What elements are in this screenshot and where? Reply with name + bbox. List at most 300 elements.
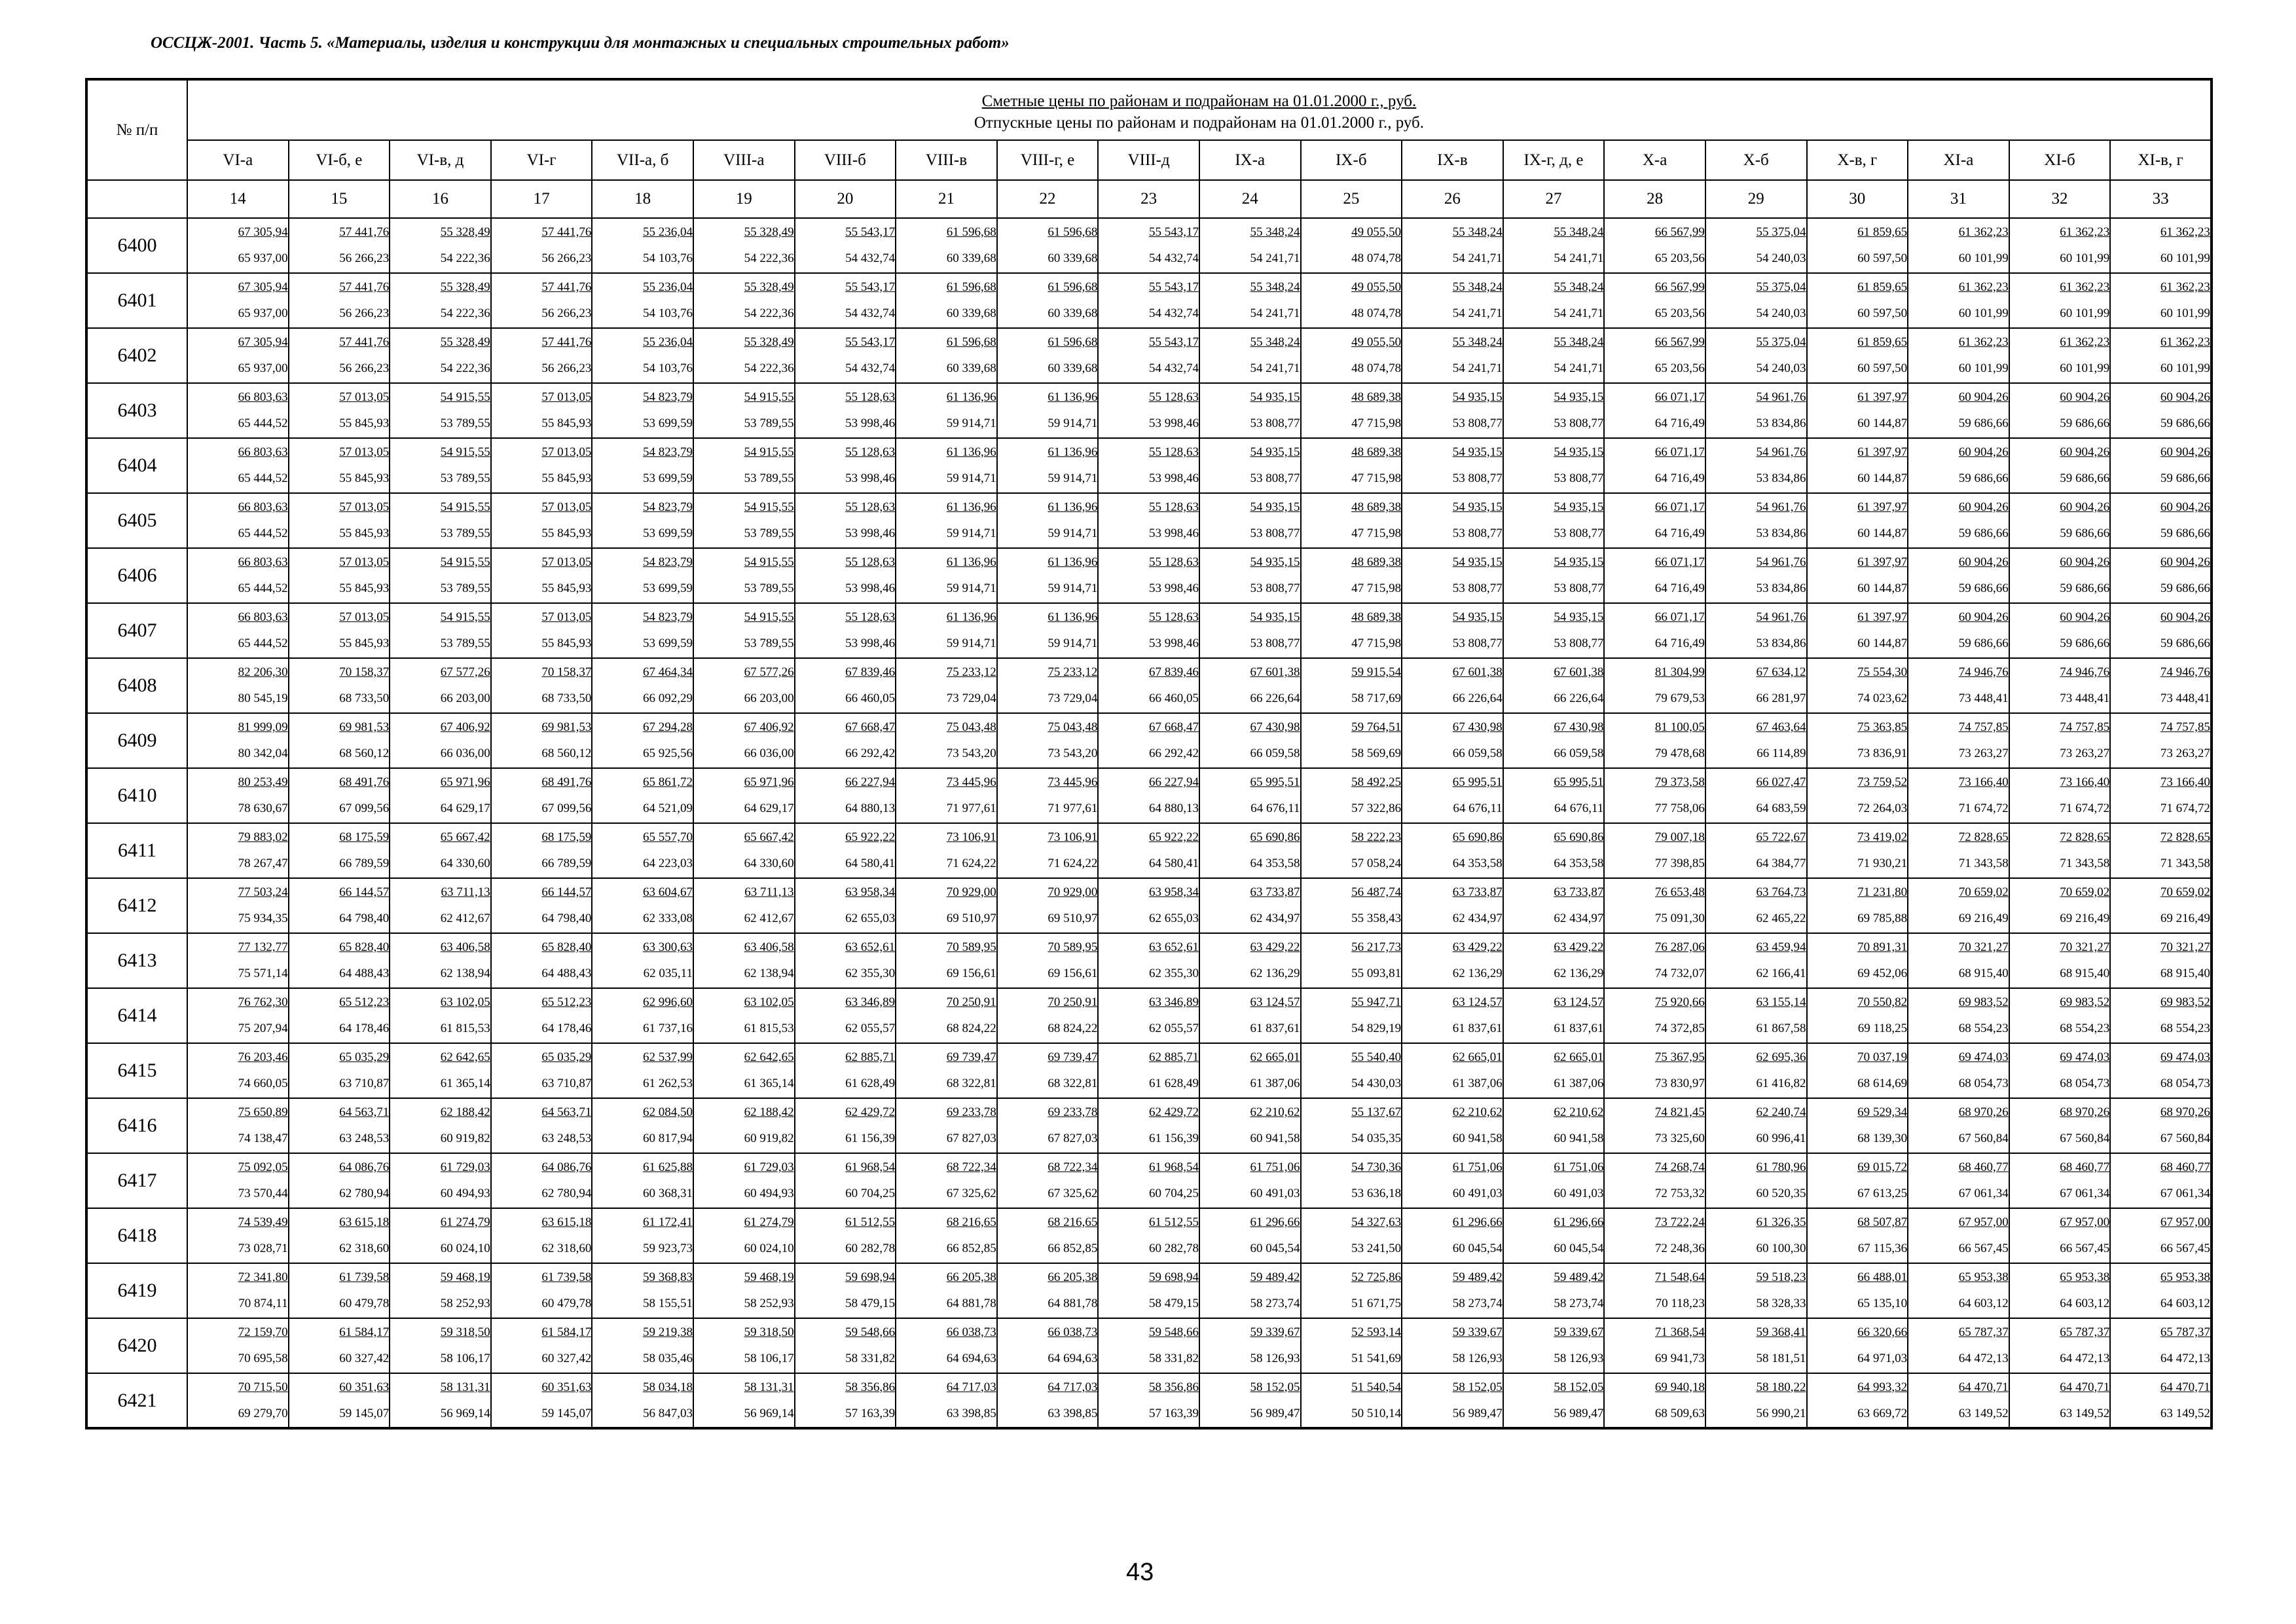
estimated-price: 63 346,89 bbox=[845, 995, 896, 1009]
estimated-price: 61 362,23 bbox=[1958, 225, 2009, 239]
price-cell bbox=[2009, 328, 2111, 383]
release-price: 54 222,36 bbox=[744, 306, 794, 320]
row-number: 6401 bbox=[86, 273, 187, 328]
price-cell bbox=[1705, 1098, 1807, 1153]
estimated-price: 65 861,72 bbox=[642, 775, 693, 789]
price-cell bbox=[2009, 1318, 2111, 1373]
estimated-price: 65 690,86 bbox=[1250, 830, 1300, 844]
estimated-price: 77 503,24 bbox=[238, 885, 288, 899]
estimated-price: 60 904,26 bbox=[1958, 390, 2009, 404]
release-price: 53 699,59 bbox=[642, 581, 693, 595]
estimated-price: 64 470,71 bbox=[1958, 1380, 2009, 1394]
estimated-price: 59 698,94 bbox=[1148, 1270, 1199, 1284]
estimated-price: 63 733,87 bbox=[1250, 885, 1300, 899]
release-price: 47 715,98 bbox=[1351, 471, 1402, 485]
release-price: 58 126,93 bbox=[1250, 1352, 1300, 1365]
price-cell bbox=[390, 933, 491, 988]
price-cell bbox=[1301, 603, 1402, 658]
estimated-price: 61 136,96 bbox=[946, 610, 996, 624]
release-price: 64 353,58 bbox=[1452, 857, 1503, 870]
estimated-price: 55 128,63 bbox=[845, 610, 896, 624]
release-price: 68 614,69 bbox=[1857, 1077, 1908, 1090]
price-cell bbox=[1199, 438, 1301, 493]
price-cell bbox=[1098, 713, 1199, 768]
estimated-price: 59 548,66 bbox=[845, 1325, 896, 1339]
column-number: 16 bbox=[390, 180, 491, 218]
price-cell bbox=[592, 1153, 693, 1208]
release-price: 53 808,77 bbox=[1452, 471, 1503, 485]
price-cell bbox=[491, 328, 592, 383]
price-cell bbox=[592, 1373, 693, 1428]
estimated-price: 57 441,76 bbox=[541, 335, 592, 349]
price-cell bbox=[592, 438, 693, 493]
estimated-price: 61 739,58 bbox=[339, 1270, 390, 1284]
estimated-price: 57 013,05 bbox=[541, 610, 592, 624]
release-price: 54 222,36 bbox=[440, 251, 490, 265]
release-price: 54 241,71 bbox=[1452, 361, 1503, 375]
price-cell bbox=[997, 988, 1099, 1043]
price-cell bbox=[491, 1208, 592, 1263]
price-cell bbox=[795, 218, 896, 273]
release-price: 62 136,29 bbox=[1554, 967, 1604, 980]
price-cell bbox=[1604, 328, 1705, 383]
release-price: 68 139,30 bbox=[1857, 1132, 1908, 1145]
release-price: 58 155,51 bbox=[642, 1297, 693, 1310]
price-cell bbox=[1503, 988, 1605, 1043]
estimated-price: 61 362,23 bbox=[1958, 335, 2009, 349]
price-cell bbox=[1705, 878, 1807, 933]
estimated-price: 61 136,96 bbox=[946, 555, 996, 569]
release-price: 60 144,87 bbox=[1857, 581, 1908, 595]
release-price: 47 715,98 bbox=[1351, 637, 1402, 650]
release-price: 71 624,22 bbox=[946, 857, 996, 870]
price-cell bbox=[592, 548, 693, 603]
column-number: 27 bbox=[1503, 180, 1605, 218]
district-header: VIII-д bbox=[1098, 140, 1199, 180]
price-cell bbox=[1402, 768, 1503, 823]
release-price: 61 867,58 bbox=[1756, 1022, 1806, 1035]
estimated-price: 55 236,04 bbox=[642, 225, 693, 239]
estimated-price: 73 106,91 bbox=[946, 830, 996, 844]
estimated-price: 58 131,31 bbox=[440, 1380, 490, 1394]
price-cell bbox=[1604, 988, 1705, 1043]
price-cell bbox=[896, 493, 997, 548]
price-cell bbox=[1199, 713, 1301, 768]
column-number-row bbox=[86, 180, 2212, 218]
estimated-price: 51 540,54 bbox=[1351, 1380, 1402, 1394]
price-cell bbox=[1503, 768, 1605, 823]
price-cell bbox=[1098, 218, 1199, 273]
price-cell bbox=[187, 658, 289, 713]
estimated-price: 55 348,24 bbox=[1554, 335, 1604, 349]
release-price: 61 156,39 bbox=[1148, 1132, 1199, 1145]
estimated-price: 55 348,24 bbox=[1250, 335, 1300, 349]
estimated-price: 75 920,66 bbox=[1654, 995, 1705, 1009]
price-cell bbox=[390, 603, 491, 658]
release-price: 65 925,56 bbox=[642, 747, 693, 760]
price-cell bbox=[1503, 603, 1605, 658]
release-price: 53 998,46 bbox=[1148, 416, 1199, 430]
estimated-price: 62 665,01 bbox=[1250, 1050, 1300, 1064]
price-cell bbox=[997, 933, 1099, 988]
price-cell bbox=[187, 768, 289, 823]
price-cell bbox=[1604, 1373, 1705, 1428]
estimated-price: 77 132,77 bbox=[238, 940, 288, 954]
estimated-price: 61 596,68 bbox=[946, 225, 996, 239]
release-price: 66 789,59 bbox=[541, 857, 592, 870]
district-header: X-б bbox=[1705, 140, 1807, 180]
release-price: 68 054,73 bbox=[2160, 1077, 2210, 1090]
release-price: 62 055,57 bbox=[1148, 1022, 1199, 1035]
estimated-price: 68 175,59 bbox=[541, 830, 592, 844]
release-price: 53 789,55 bbox=[440, 526, 490, 540]
price-cell bbox=[1604, 933, 1705, 988]
price-cell bbox=[1301, 713, 1402, 768]
release-price: 54 241,71 bbox=[1554, 251, 1604, 265]
price-cell bbox=[1503, 1043, 1605, 1098]
price-cell bbox=[2009, 603, 2111, 658]
release-price: 54 222,36 bbox=[744, 361, 794, 375]
estimated-price: 64 717,03 bbox=[946, 1380, 996, 1394]
estimated-price: 65 922,22 bbox=[1148, 830, 1199, 844]
release-price: 62 412,67 bbox=[440, 912, 490, 925]
estimated-price: 66 227,94 bbox=[845, 775, 896, 789]
price-cell bbox=[1503, 548, 1605, 603]
release-price: 59 914,71 bbox=[946, 416, 996, 430]
estimated-price: 57 013,05 bbox=[339, 445, 390, 459]
estimated-price: 63 652,61 bbox=[1148, 940, 1199, 954]
release-price: 56 989,47 bbox=[1554, 1406, 1604, 1420]
release-price: 68 554,23 bbox=[2060, 1022, 2110, 1035]
estimated-price: 61 136,96 bbox=[946, 500, 996, 514]
estimated-price: 62 665,01 bbox=[1452, 1050, 1503, 1064]
release-price: 47 715,98 bbox=[1351, 416, 1402, 430]
price-cell bbox=[1807, 218, 1908, 273]
district-header: IX-б bbox=[1301, 140, 1402, 180]
estimated-price: 61 326,35 bbox=[1756, 1215, 1806, 1229]
estimated-price: 70 321,27 bbox=[2160, 940, 2210, 954]
estimated-price: 61 296,66 bbox=[1250, 1215, 1300, 1229]
estimated-price: 64 086,76 bbox=[339, 1160, 390, 1174]
estimated-price: 69 981,53 bbox=[339, 720, 390, 734]
column-number: 30 bbox=[1807, 180, 1908, 218]
price-cell bbox=[187, 603, 289, 658]
price-cell bbox=[2110, 1373, 2212, 1428]
price-cell bbox=[896, 988, 997, 1043]
price-cell bbox=[1908, 328, 2009, 383]
price-cell bbox=[1402, 438, 1503, 493]
estimated-price: 61 512,55 bbox=[845, 1215, 896, 1229]
release-price: 80 545,19 bbox=[238, 692, 288, 705]
price-cell bbox=[1807, 1153, 1908, 1208]
price-cell bbox=[1098, 548, 1199, 603]
estimated-price: 61 136,96 bbox=[1048, 445, 1098, 459]
price-cell bbox=[187, 548, 289, 603]
price-cell bbox=[289, 548, 390, 603]
estimated-price: 61 751,06 bbox=[1554, 1160, 1604, 1174]
price-cell bbox=[693, 1208, 795, 1263]
estimated-price: 65 690,86 bbox=[1554, 830, 1604, 844]
release-price: 68 509,63 bbox=[1654, 1406, 1705, 1420]
row-number: 6410 bbox=[86, 768, 187, 823]
price-cell bbox=[896, 273, 997, 328]
price-cell bbox=[1199, 878, 1301, 933]
release-price: 70 874,11 bbox=[238, 1297, 288, 1310]
estimated-price: 59 368,41 bbox=[1756, 1325, 1806, 1339]
estimated-price: 54 935,15 bbox=[1452, 445, 1503, 459]
release-price: 64 488,43 bbox=[541, 967, 592, 980]
release-price: 64 683,59 bbox=[1756, 802, 1806, 815]
price-cell bbox=[1503, 1153, 1605, 1208]
release-price: 67 061,34 bbox=[1958, 1187, 2009, 1200]
estimated-price: 65 953,38 bbox=[2160, 1270, 2210, 1284]
estimated-price: 70 715,50 bbox=[238, 1380, 288, 1394]
estimated-price: 54 935,15 bbox=[1452, 500, 1503, 514]
estimated-price: 55 128,63 bbox=[1148, 390, 1199, 404]
estimated-price: 63 406,58 bbox=[440, 940, 490, 954]
release-price: 61 737,16 bbox=[642, 1022, 693, 1035]
estimated-price: 73 106,91 bbox=[1048, 830, 1098, 844]
release-price: 53 789,55 bbox=[440, 471, 490, 485]
column-number: 18 bbox=[592, 180, 693, 218]
estimated-price: 54 935,15 bbox=[1250, 500, 1300, 514]
estimated-price: 61 751,06 bbox=[1250, 1160, 1300, 1174]
price-cell bbox=[896, 383, 997, 438]
estimated-price: 63 300,63 bbox=[642, 940, 693, 954]
release-price: 66 059,58 bbox=[1250, 747, 1300, 760]
release-price: 62 136,29 bbox=[1250, 967, 1300, 980]
estimated-price: 61 397,97 bbox=[1857, 390, 1908, 404]
estimated-price: 68 216,65 bbox=[946, 1215, 996, 1229]
release-price: 63 248,53 bbox=[339, 1132, 390, 1145]
column-number: 15 bbox=[289, 180, 390, 218]
estimated-price: 55 348,24 bbox=[1250, 280, 1300, 294]
release-price: 60 941,58 bbox=[1250, 1132, 1300, 1145]
estimated-price: 66 803,63 bbox=[238, 610, 288, 624]
release-price: 58 273,74 bbox=[1250, 1297, 1300, 1310]
price-cell bbox=[997, 1263, 1099, 1318]
price-cell bbox=[1807, 548, 1908, 603]
estimated-price: 57 013,05 bbox=[339, 610, 390, 624]
price-cell bbox=[1705, 603, 1807, 658]
price-cell bbox=[2110, 768, 2212, 823]
estimated-price: 74 946,76 bbox=[2060, 665, 2110, 679]
price-cell bbox=[390, 823, 491, 878]
release-price: 60 144,87 bbox=[1857, 416, 1908, 430]
price-cell bbox=[1402, 493, 1503, 548]
estimated-price: 70 250,91 bbox=[946, 995, 996, 1009]
estimated-price: 66 567,99 bbox=[1654, 225, 1705, 239]
estimated-price: 68 507,87 bbox=[1857, 1215, 1908, 1229]
release-price: 53 834,86 bbox=[1756, 637, 1806, 650]
release-price: 54 432,74 bbox=[1148, 251, 1199, 265]
page-number: 43 bbox=[1126, 1559, 1154, 1586]
price-cell bbox=[1908, 658, 2009, 713]
price-cell bbox=[997, 273, 1099, 328]
estimated-price: 75 043,48 bbox=[1048, 720, 1098, 734]
price-cell bbox=[2110, 438, 2212, 493]
estimated-price: 81 999,09 bbox=[238, 720, 288, 734]
release-price: 63 669,72 bbox=[1857, 1406, 1908, 1420]
price-cell bbox=[289, 1208, 390, 1263]
release-price: 64 694,63 bbox=[946, 1352, 996, 1365]
price-cell bbox=[1908, 823, 2009, 878]
estimated-price: 66 567,99 bbox=[1654, 280, 1705, 294]
estimated-price: 54 915,55 bbox=[440, 555, 490, 569]
price-cell bbox=[491, 768, 592, 823]
estimated-price: 61 296,66 bbox=[1452, 1215, 1503, 1229]
estimated-price: 67 839,46 bbox=[1148, 665, 1199, 679]
estimated-price: 73 166,40 bbox=[2160, 775, 2210, 789]
row-number: 6417 bbox=[86, 1153, 187, 1208]
estimated-price: 69 015,72 bbox=[1857, 1160, 1908, 1174]
release-price: 62 465,22 bbox=[1756, 912, 1806, 925]
estimated-price: 67 957,00 bbox=[2160, 1215, 2210, 1229]
price-cell bbox=[997, 493, 1099, 548]
release-price: 62 138,94 bbox=[744, 967, 794, 980]
price-cell bbox=[187, 438, 289, 493]
price-cell bbox=[1705, 658, 1807, 713]
price-cell bbox=[1705, 1373, 1807, 1428]
price-cell bbox=[795, 933, 896, 988]
release-price: 60 491,03 bbox=[1452, 1187, 1503, 1200]
release-price: 47 715,98 bbox=[1351, 526, 1402, 540]
estimated-price: 54 915,55 bbox=[744, 610, 794, 624]
price-cell bbox=[997, 1373, 1099, 1428]
release-price: 59 914,71 bbox=[946, 471, 996, 485]
price-cell bbox=[997, 713, 1099, 768]
estimated-price: 55 348,24 bbox=[1452, 335, 1503, 349]
price-cell bbox=[997, 383, 1099, 438]
estimated-price: 67 463,64 bbox=[1756, 720, 1806, 734]
release-price: 60 101,99 bbox=[2060, 306, 2110, 320]
price-cell bbox=[1604, 1263, 1705, 1318]
price-cell bbox=[187, 493, 289, 548]
price-cell bbox=[2009, 1043, 2111, 1098]
estimated-price: 62 695,36 bbox=[1756, 1050, 1806, 1064]
district-header: IX-г, д, е bbox=[1503, 140, 1605, 180]
price-cell bbox=[1301, 1373, 1402, 1428]
release-price: 60 919,82 bbox=[440, 1132, 490, 1145]
release-price: 55 845,93 bbox=[339, 416, 390, 430]
estimated-price: 55 328,49 bbox=[744, 335, 794, 349]
release-price: 68 322,81 bbox=[946, 1077, 996, 1090]
estimated-price: 57 441,76 bbox=[541, 225, 592, 239]
estimated-price: 68 491,76 bbox=[339, 775, 390, 789]
release-price: 69 216,49 bbox=[1958, 912, 2009, 925]
release-price: 65 444,52 bbox=[238, 581, 288, 595]
price-cell bbox=[1098, 1153, 1199, 1208]
estimated-price: 73 445,96 bbox=[1048, 775, 1098, 789]
district-header-row bbox=[86, 140, 2212, 180]
release-price: 67 099,56 bbox=[541, 802, 592, 815]
price-cell bbox=[1604, 493, 1705, 548]
price-cell bbox=[1705, 218, 1807, 273]
price-cell bbox=[187, 328, 289, 383]
release-price: 69 510,97 bbox=[946, 912, 996, 925]
release-price: 55 358,43 bbox=[1351, 912, 1402, 925]
price-cell bbox=[1402, 1208, 1503, 1263]
release-price: 65 203,56 bbox=[1654, 306, 1705, 320]
release-price: 62 412,67 bbox=[744, 912, 794, 925]
price-cell bbox=[390, 1318, 491, 1373]
estimated-price: 54 961,76 bbox=[1756, 390, 1806, 404]
price-cell bbox=[693, 658, 795, 713]
estimated-price: 60 904,26 bbox=[2160, 500, 2210, 514]
estimated-price: 61 596,68 bbox=[1048, 335, 1098, 349]
estimated-price: 55 543,17 bbox=[1148, 225, 1199, 239]
release-price: 59 914,71 bbox=[1048, 416, 1098, 430]
price-cell bbox=[1705, 383, 1807, 438]
price-cell bbox=[1604, 548, 1705, 603]
price-cell bbox=[997, 658, 1099, 713]
estimated-price: 55 375,04 bbox=[1756, 335, 1806, 349]
release-price: 67 560,84 bbox=[2160, 1132, 2210, 1145]
release-price: 57 163,39 bbox=[845, 1406, 896, 1420]
row-number-header: № п/п bbox=[86, 79, 187, 180]
release-price: 53 699,59 bbox=[642, 526, 693, 540]
estimated-price: 61 397,97 bbox=[1857, 500, 1908, 514]
column-number: 33 bbox=[2110, 180, 2212, 218]
price-cell bbox=[2009, 768, 2111, 823]
price-cell bbox=[592, 878, 693, 933]
estimated-price: 59 468,19 bbox=[440, 1270, 490, 1284]
release-price: 59 686,66 bbox=[1958, 581, 2009, 595]
estimated-price: 55 128,63 bbox=[845, 500, 896, 514]
release-price: 53 998,46 bbox=[845, 637, 896, 650]
table-row bbox=[86, 878, 2212, 933]
release-price: 53 834,86 bbox=[1756, 416, 1806, 430]
row-number: 6400 bbox=[86, 218, 187, 273]
release-price: 54 240,03 bbox=[1756, 361, 1806, 375]
release-price: 66 092,29 bbox=[642, 692, 693, 705]
price-cell bbox=[1604, 1208, 1705, 1263]
price-cell bbox=[491, 658, 592, 713]
table-row bbox=[86, 273, 2212, 328]
price-cell bbox=[289, 438, 390, 493]
estimated-price: 60 904,26 bbox=[2060, 445, 2110, 459]
estimated-price: 55 375,04 bbox=[1756, 225, 1806, 239]
release-price: 54 035,35 bbox=[1351, 1132, 1402, 1145]
release-price: 56 969,14 bbox=[440, 1406, 490, 1420]
estimated-price: 62 885,71 bbox=[1148, 1050, 1199, 1064]
estimated-price: 66 205,38 bbox=[1048, 1270, 1098, 1284]
estimated-price: 54 823,79 bbox=[642, 610, 693, 624]
price-cell bbox=[693, 1098, 795, 1153]
release-price: 61 387,06 bbox=[1250, 1077, 1300, 1090]
price-cell bbox=[289, 933, 390, 988]
estimated-price: 48 689,38 bbox=[1351, 390, 1402, 404]
release-price: 57 163,39 bbox=[1148, 1406, 1199, 1420]
column-number: 23 bbox=[1098, 180, 1199, 218]
estimated-price: 65 035,29 bbox=[339, 1050, 390, 1064]
price-cell bbox=[997, 878, 1099, 933]
release-price: 55 845,93 bbox=[541, 526, 592, 540]
estimated-price: 67 430,98 bbox=[1250, 720, 1300, 734]
release-price: 60 520,35 bbox=[1756, 1187, 1806, 1200]
release-price: 55 845,93 bbox=[541, 637, 592, 650]
release-price: 60 339,68 bbox=[1048, 361, 1098, 375]
estimated-price: 70 891,31 bbox=[1857, 940, 1908, 954]
release-price: 64 353,58 bbox=[1554, 857, 1604, 870]
release-price: 59 686,66 bbox=[2160, 471, 2210, 485]
price-cell bbox=[289, 603, 390, 658]
release-price: 68 915,40 bbox=[2160, 967, 2210, 980]
estimated-price: 73 166,40 bbox=[1958, 775, 2009, 789]
release-price: 60 491,03 bbox=[1250, 1187, 1300, 1200]
estimated-price: 61 397,97 bbox=[1857, 555, 1908, 569]
district-header: XI-а bbox=[1908, 140, 2009, 180]
